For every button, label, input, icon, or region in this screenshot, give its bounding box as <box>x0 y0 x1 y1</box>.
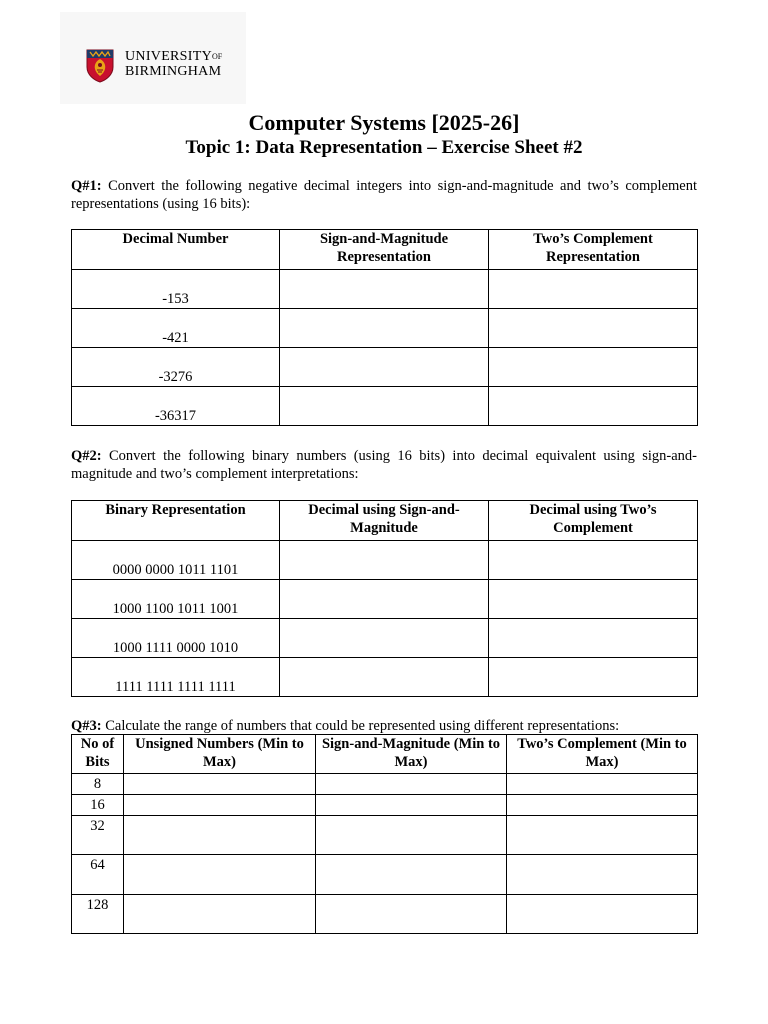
university-crest-icon <box>86 49 114 83</box>
answer-cell[interactable] <box>280 658 489 697</box>
question-3-label: Q#3: <box>71 718 102 734</box>
answer-cell[interactable] <box>507 895 698 934</box>
table-cell: 32 <box>72 816 124 855</box>
question-2-text: Convert the following binary numbers (using 16 bits) into decimal equivalent using sign-and-magnitude and two’s complement interpretations: <box>71 448 697 482</box>
table-header: Decimal Number <box>72 230 280 270</box>
answer-cell[interactable] <box>507 795 698 816</box>
table-header: No of Bits <box>72 735 124 774</box>
answer-cell[interactable] <box>280 387 489 426</box>
table-row <box>72 795 698 816</box>
answer-cell[interactable] <box>124 816 316 855</box>
answer-cell[interactable] <box>280 619 489 658</box>
table-row <box>72 816 698 855</box>
q1-table <box>71 229 698 426</box>
answer-cell[interactable] <box>316 855 507 895</box>
question-1-text: Convert the following negative decimal integers into sign-and-magnitude and two’s complement representations (using 16 bits): <box>71 178 697 212</box>
answer-cell[interactable] <box>280 541 489 580</box>
question-3-text: Calculate the range of numbers that could be represented using different representations: <box>101 718 620 734</box>
question-3 <box>71 717 697 735</box>
question-2-label: Q#2: <box>71 448 102 464</box>
answer-cell[interactable] <box>316 795 507 816</box>
answer-cell[interactable] <box>507 855 698 895</box>
table-row <box>72 541 698 580</box>
answer-cell[interactable] <box>489 658 698 697</box>
table-row <box>72 387 698 426</box>
answer-cell[interactable] <box>316 774 507 795</box>
table-header: Binary Representation <box>72 501 280 541</box>
answer-cell[interactable] <box>280 348 489 387</box>
answer-cell[interactable] <box>124 855 316 895</box>
university-logo <box>60 12 246 104</box>
table-cell: 0000 0000 1011 1101 <box>72 541 280 580</box>
answer-cell[interactable] <box>489 619 698 658</box>
table-row <box>72 658 698 697</box>
table-row <box>72 580 698 619</box>
answer-cell[interactable] <box>124 795 316 816</box>
table-cell: -421 <box>72 309 280 348</box>
table-header: Unsigned Numbers (Min to Max) <box>124 735 316 774</box>
table-row <box>72 619 698 658</box>
logo-text-line2: BIRMINGHAM <box>125 64 222 79</box>
table-cell: 1111 1111 1111 1111 <box>72 658 280 697</box>
answer-cell[interactable] <box>507 816 698 855</box>
table-header: Sign-and-Magnitude Representation <box>280 230 489 270</box>
answer-cell[interactable] <box>489 387 698 426</box>
table-cell: 8 <box>72 774 124 795</box>
table-row <box>72 855 698 895</box>
answer-cell[interactable] <box>489 309 698 348</box>
table-cell: 128 <box>72 895 124 934</box>
table-header-row <box>72 501 698 541</box>
answer-cell[interactable] <box>316 895 507 934</box>
answer-cell[interactable] <box>124 774 316 795</box>
table-header: Two’s Complement (Min to Max) <box>507 735 698 774</box>
answer-cell[interactable] <box>124 895 316 934</box>
table-cell: -36317 <box>72 387 280 426</box>
table-row <box>72 774 698 795</box>
logo-text-line1: $UNIVERSITY^{OF}$ <box>125 49 223 64</box>
table-cell: 64 <box>72 855 124 895</box>
question-1-label: Q#1: <box>71 178 102 194</box>
page-subtitle: Topic 1: Data Representation – Exercise Sheet #2 <box>185 137 583 158</box>
q2-table <box>71 500 698 697</box>
table-row <box>72 309 698 348</box>
answer-cell[interactable] <box>280 270 489 309</box>
table-header: Decimal using Two’s Complement <box>489 501 698 541</box>
table-header: Decimal using Sign-and-Magnitude <box>280 501 489 541</box>
question-1 <box>71 177 697 213</box>
answer-cell[interactable] <box>489 541 698 580</box>
table-header-row <box>72 230 698 270</box>
table-cell: -153 <box>72 270 280 309</box>
answer-cell[interactable] <box>280 309 489 348</box>
answer-cell[interactable] <box>489 580 698 619</box>
table-cell: 1000 1100 1011 1001 <box>72 580 280 619</box>
page-title: Computer Systems [2025-26] <box>248 110 520 135</box>
table-header: Two’s Complement Representation <box>489 230 698 270</box>
table-row <box>72 348 698 387</box>
table-header-row <box>72 735 698 774</box>
answer-cell[interactable] <box>316 816 507 855</box>
table-cell: 1000 1111 0000 1010 <box>72 619 280 658</box>
table-header: Sign-and-Magnitude (Min to Max) <box>316 735 507 774</box>
table-row <box>72 895 698 934</box>
answer-cell[interactable] <box>489 270 698 309</box>
table-cell: -3276 <box>72 348 280 387</box>
answer-cell[interactable] <box>507 774 698 795</box>
question-2 <box>71 447 697 483</box>
answer-cell[interactable] <box>280 580 489 619</box>
answer-cell[interactable] <box>489 348 698 387</box>
q3-table <box>71 734 698 934</box>
table-cell: 16 <box>72 795 124 816</box>
table-row <box>72 270 698 309</box>
